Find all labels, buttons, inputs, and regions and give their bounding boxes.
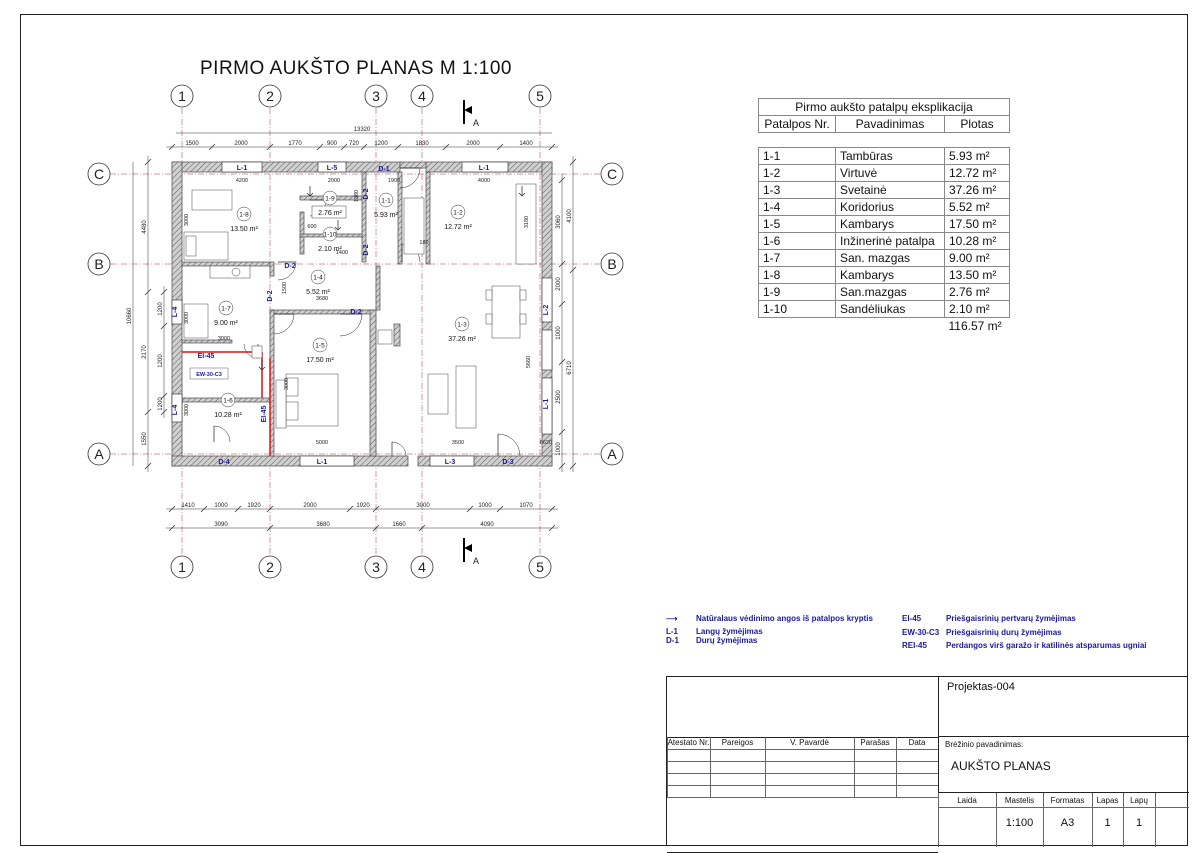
axis-label: C (606, 166, 618, 182)
dim-text: 1070 (519, 503, 533, 509)
axis-label: B (607, 256, 617, 272)
title-block (666, 676, 1188, 846)
meta-header: Lapų (1130, 796, 1148, 805)
explication-cell: Kambarys (836, 267, 945, 284)
door-swing (400, 168, 420, 188)
door-label: D-2 (363, 188, 370, 200)
door-label: D-2 (267, 290, 274, 302)
dim-text: 1200 (374, 141, 388, 147)
axis-label: 5 (536, 559, 544, 575)
axis-label: 1 (178, 88, 186, 104)
axis-label: 1 (178, 559, 186, 575)
chair (486, 290, 492, 300)
inner-dim-text: 3680 (315, 296, 329, 302)
explication-row (759, 182, 1010, 199)
room-number: 1-9 (325, 195, 335, 203)
wall (172, 162, 400, 172)
room-area: 37.26 m² (448, 336, 476, 343)
explication-cell: Inžinerinė patalpa (836, 233, 945, 250)
door-label: D-2 (284, 263, 296, 270)
meta-header: Laida (957, 796, 977, 805)
meta-value: A3 (1060, 817, 1075, 829)
explication-cell: 9.00 m² (945, 250, 1010, 267)
meta-header: Mastelis (1004, 796, 1035, 805)
explication-cell: 17.50 m² (945, 216, 1010, 233)
explication-cell: 12.72 m² (945, 165, 1010, 182)
explication-cell: 1-3 (759, 182, 836, 199)
signature-header: V. Pavardė (790, 738, 829, 747)
vent-arrow-icon (307, 186, 313, 196)
dim-text: 2170 (142, 345, 148, 359)
explication-cell: 1-10 (759, 301, 836, 318)
room-area: 9.00 m² (214, 320, 238, 327)
room-area: 13.50 m² (230, 226, 258, 233)
explication-cell: 1-1 (759, 148, 836, 165)
dim-text: 4480 (142, 220, 148, 234)
inner-dim-text: 6620 (539, 440, 553, 446)
dim-text: 1200 (158, 354, 164, 368)
room-area: 2.10 m² (318, 246, 342, 253)
door (400, 168, 420, 188)
wall (172, 456, 408, 466)
window-label: L-1 (478, 165, 490, 172)
explication-cell: 1-7 (759, 250, 836, 267)
door-label: D-2 (350, 309, 362, 316)
fire-label: EI-45 (197, 353, 215, 360)
dim-text: 1000 (478, 503, 492, 509)
inner-dim-text: 180 (419, 240, 429, 246)
dim-text: 4090 (480, 522, 494, 528)
explication-cell: 1-2 (759, 165, 836, 182)
room-number: 1-7 (221, 305, 231, 313)
explication-cell: Kambarys (836, 216, 945, 233)
dim-text: 1000 (556, 326, 562, 340)
door-label: D-3 (502, 459, 514, 466)
pillow (286, 402, 298, 420)
dim-text: 900 (326, 141, 338, 147)
stove (378, 330, 392, 344)
door-swing (498, 434, 520, 456)
dim-text: 1200 (158, 302, 164, 316)
explication-cell: 37.26 m² (945, 182, 1010, 199)
explication-cell: 5.93 m² (945, 148, 1010, 165)
explication-cell: 2.76 m² (945, 284, 1010, 301)
meta-value: 1 (1135, 817, 1143, 829)
room-area: 17.50 m² (306, 357, 334, 364)
section-label: A (473, 118, 480, 128)
dim-text: 1550 (142, 432, 148, 446)
door-swing (274, 314, 294, 334)
room-number: 1-1 (381, 197, 391, 205)
inner-dim-text: 1400 (335, 250, 349, 256)
axis-label: A (94, 446, 104, 462)
explication-total: 116.57 m² (948, 319, 1002, 333)
inner-dim-text: 3000 (184, 403, 190, 417)
door-swing (214, 426, 230, 442)
wall (376, 266, 380, 310)
axis-label: 4 (418, 559, 426, 575)
plan-title: PIRMO AUKŠTO PLANAS M 1:100 (200, 58, 512, 79)
explication-cell: 1-4 (759, 199, 836, 216)
axis-label: 2 (266, 88, 274, 104)
legend-right (902, 614, 1182, 650)
inner-dim-text: 5660 (526, 355, 532, 369)
dim-text: 10660 (127, 307, 133, 325)
axis-label: 4 (418, 88, 426, 104)
axis-label: C (93, 166, 105, 182)
pillow (186, 236, 196, 256)
inner-dim-text: 600 (307, 224, 317, 230)
dim-text: 1000 (214, 503, 228, 509)
room-area: 12.72 m² (444, 224, 472, 231)
chair (486, 314, 492, 324)
drawing-name-cell (938, 737, 1189, 793)
dim-text: 1830 (415, 141, 429, 147)
legend-item: REI-45 Perdangos virš garažo ir katilinės atsparumas ugniai (902, 641, 1147, 650)
explication-cell: San.mazgas (836, 284, 945, 301)
meta-header: Formatas (1050, 796, 1085, 805)
room-number: 1-2 (453, 209, 463, 217)
dim-text: 720 (348, 141, 360, 147)
dim-text: 2500 (556, 390, 562, 404)
furniture (184, 184, 536, 428)
wall (182, 262, 270, 266)
door-swing (340, 314, 362, 336)
section-arrow-icon (464, 544, 472, 552)
meta-value: 1 (1104, 817, 1111, 829)
signature-header: Atestato Nr. (667, 738, 710, 747)
project-name: Projektas-004 (947, 681, 1015, 693)
room-number: 1-3 (457, 321, 467, 329)
explication-header: Plotas (945, 116, 1010, 133)
chair (520, 290, 526, 300)
door-label: D-1 (378, 166, 390, 173)
explication-cell: 13.50 m² (945, 267, 1010, 284)
axis-label: 3 (372, 559, 380, 575)
signature-header: Parašas (860, 738, 890, 747)
inner-dim-text: 3000 (184, 311, 190, 325)
legend-item: D-1 Durų žymėjimas (666, 636, 758, 645)
explication-cell: Svetainė (836, 182, 945, 199)
legend-item: EW-30-C3 Priešgaisrinių durų žymėjimas (902, 628, 1062, 637)
dim-text: 6710 (567, 361, 573, 375)
legend-item: ⟶ Natūralaus vėdinimo angos iš patalpos kryptis (666, 614, 873, 623)
dim-text: 4100 (567, 209, 573, 223)
chair (520, 314, 526, 324)
signature-header: Pareigos (721, 738, 754, 747)
room-area: 10.28 m² (214, 412, 242, 419)
door (340, 314, 362, 336)
explication-row (759, 165, 1010, 182)
explication-row (759, 267, 1010, 284)
dim-text: 2000 (234, 141, 248, 147)
room-area: 2.76 m² (318, 210, 342, 217)
window-label: L-1 (316, 459, 328, 466)
axis-label: A (607, 446, 617, 462)
boiler (252, 346, 262, 358)
explication-body (759, 148, 1010, 318)
explication-row (759, 250, 1010, 267)
axis-label: B (94, 256, 104, 272)
explication-cell: 1-9 (759, 284, 836, 301)
dim-text: 2000 (466, 141, 480, 147)
legend-left (666, 614, 896, 645)
explication-cell: 1-5 (759, 216, 836, 233)
inner-dim-text: 2000 (327, 178, 341, 184)
explication-header-row (759, 116, 1010, 133)
explication-cell: Virtuvė (836, 165, 945, 182)
inner-dim-text: 5000 (315, 440, 329, 446)
explication-cell: San. mazgas (836, 250, 945, 267)
signature-header: Data (908, 738, 926, 747)
room-number: 1-4 (313, 274, 323, 282)
explication-row (759, 216, 1010, 233)
window-label: L-5 (326, 165, 338, 172)
door (274, 314, 294, 334)
room-number: 1-6 (223, 397, 233, 405)
dim-text: 1200 (158, 397, 164, 411)
inner-dim-text: 3000 (284, 377, 290, 391)
dim-text: 2000 (303, 503, 317, 509)
door-label: D-4 (218, 459, 230, 466)
fire-label: EI-45 (261, 405, 268, 423)
window-label: L-4 (172, 306, 179, 318)
inner-dim-text: 1500 (282, 281, 288, 295)
explication-table (758, 98, 1010, 334)
door (498, 434, 520, 456)
dim-text: 1000 (556, 442, 562, 456)
sink (232, 268, 240, 276)
axis-label: 3 (372, 88, 380, 104)
explication-row (759, 199, 1010, 216)
dim-text: 3090 (214, 522, 228, 528)
section-arrow-icon (464, 106, 472, 114)
window-label: L-3 (444, 459, 456, 466)
wall (270, 262, 274, 276)
door (214, 426, 230, 442)
room-number: 1-5 (315, 342, 325, 350)
wall (300, 212, 304, 254)
window-label: L-1 (543, 398, 550, 410)
explication-cell: 10.28 m² (945, 233, 1010, 250)
desk (192, 190, 232, 210)
explication-cell: Sandėliukas (836, 301, 945, 318)
vent-arrow-icon (259, 360, 265, 370)
dim-text: 1400 (519, 141, 533, 147)
door-label: D-2 (363, 244, 370, 256)
sink-counter (210, 266, 250, 278)
room-area: 5.52 m² (306, 289, 330, 296)
dim-text: 3060 (556, 215, 562, 229)
explication-cell: 2.10 m² (945, 301, 1010, 318)
wall (426, 172, 430, 264)
room-number: 1-8 (239, 211, 249, 219)
explication-row (759, 233, 1010, 250)
wall (400, 162, 426, 168)
meta-header: Lapas (1096, 796, 1119, 805)
window (542, 330, 552, 370)
explication-row (759, 148, 1010, 165)
explication-title: Pirmo aukšto patalpų eksplikacija (759, 99, 1010, 116)
inner-dim-text: 3180 (524, 215, 530, 229)
legend-item: L-1 Langų žymėjimas (666, 627, 763, 636)
dim-text: 1920 (356, 503, 370, 509)
explication-cell: 1-6 (759, 233, 836, 250)
window-label: L-2 (543, 304, 550, 316)
wall (398, 172, 402, 264)
dim-text: 1500 (185, 141, 199, 147)
project-cell (938, 677, 1189, 737)
fire-label: EW-30-C3 (196, 372, 222, 378)
window-label: L-1 (236, 165, 248, 172)
dim-text: 1920 (247, 503, 261, 509)
room-number: 1-10 (323, 231, 337, 239)
inner-dim-text: 3000 (217, 336, 231, 342)
dim-text: 1770 (288, 141, 302, 147)
legend-item: EI-45 Priešgaisrinių pertvarų žymėjimas (902, 614, 1076, 623)
drawing-name: AUKŠTO PLANAS (951, 759, 1051, 773)
inner-dim-text: 1380 (354, 189, 360, 203)
wall (370, 310, 376, 456)
dim-text: 13320 (353, 127, 371, 133)
inner-dim-text: 1900 (387, 178, 401, 184)
inner-dim-text: 3500 (451, 440, 465, 446)
explication-header: Patalpos Nr. (759, 116, 836, 133)
section-label: A (473, 556, 480, 566)
dim-text: 3680 (316, 522, 330, 528)
coffee-table (428, 374, 448, 414)
dim-text: 3000 (416, 503, 430, 509)
explication-cell: 1-8 (759, 267, 836, 284)
axis-label: 5 (536, 88, 544, 104)
vent-arrow-icon: ⟶ (666, 614, 678, 623)
wall (394, 324, 400, 346)
explication-header: Pavadinimas (836, 116, 945, 133)
inner-dim-text: 4200 (235, 178, 249, 184)
dim-text: 2000 (556, 277, 562, 291)
explication-cell: Koridorius (836, 199, 945, 216)
explication-cell: Tambūras (836, 148, 945, 165)
explication-row (759, 301, 1010, 318)
vent-arrow-icon (335, 220, 341, 230)
drawing-name-label: Brėžinio pavadinimas: (945, 740, 1024, 749)
explication-row (759, 284, 1010, 301)
dining-table (492, 286, 520, 338)
inner-dim-text: 4000 (477, 178, 491, 184)
explication-cell: 5.52 m² (945, 199, 1010, 216)
inner-dim-text: 3000 (184, 213, 190, 227)
meta-value: 1:100 (1005, 817, 1034, 829)
dim-text: 1660 (392, 522, 406, 528)
sofa (456, 366, 476, 428)
dim-text: 1410 (181, 503, 195, 509)
room-area: 5.93 m² (374, 212, 398, 219)
window-label: L-4 (172, 404, 179, 416)
axis-label: 2 (266, 559, 274, 575)
